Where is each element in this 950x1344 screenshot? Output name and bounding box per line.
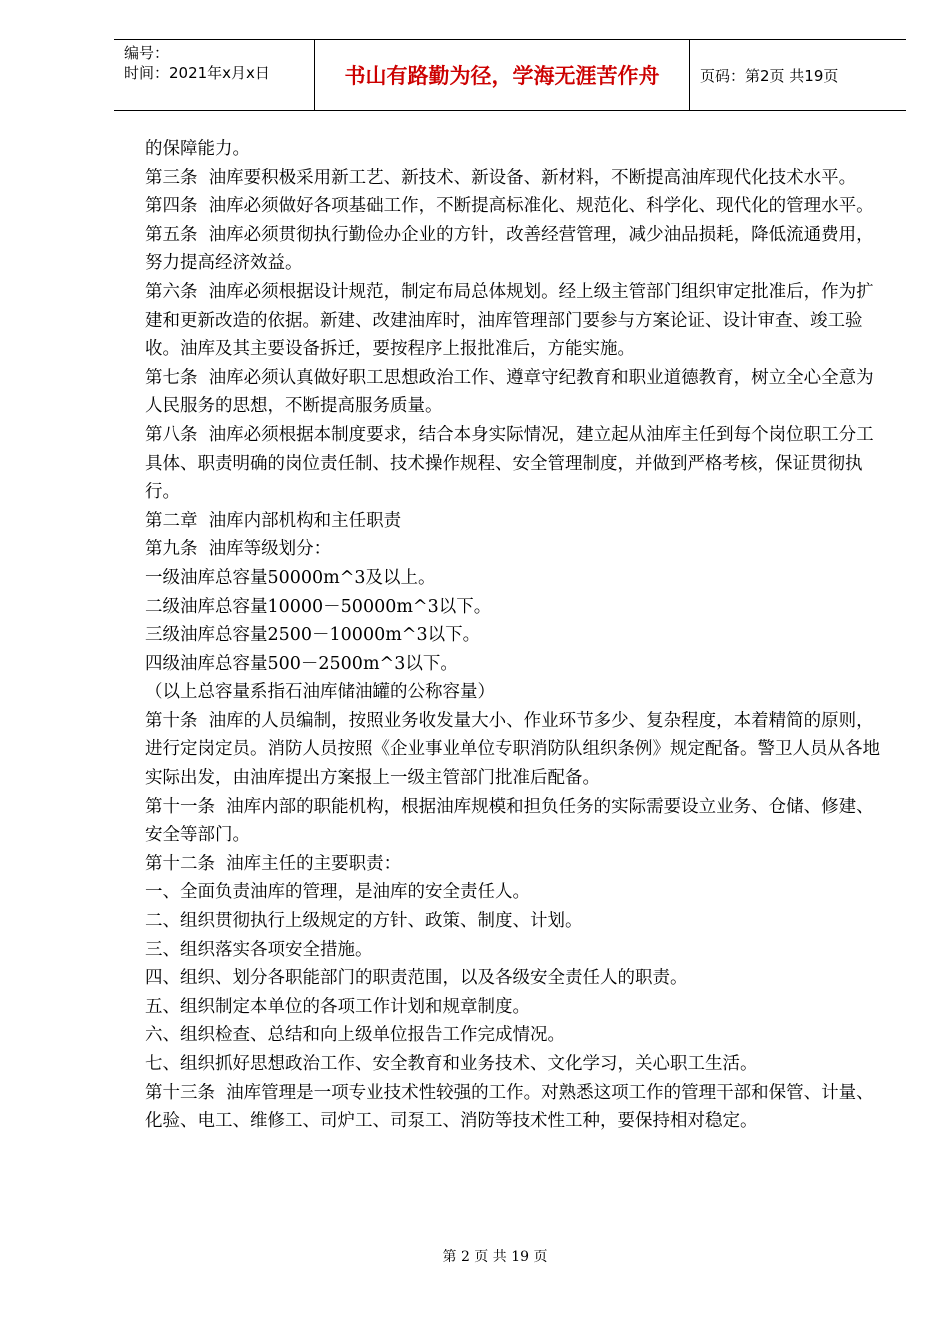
- list-item: 二、组织贯彻执行上级规定的方针、政策、制度、计划。: [145, 911, 583, 932]
- list-item: 二级油库总容量10000－50000m^3以下。: [145, 596, 492, 617]
- note: （以上总容量系指石油库储油罐的公称容量）: [145, 682, 495, 703]
- page-footer: 第 2 页 共 19 页: [442, 1249, 548, 1265]
- chapter-heading: 第二章 油库内部机构和主任职责: [145, 510, 402, 531]
- document-body: [145, 135, 890, 1136]
- paragraph: 第九条 油库等级划分：: [145, 539, 332, 560]
- list-item: 五、组织制定本单位的各项工作计划和规章制度。: [145, 996, 530, 1017]
- page-header: [114, 39, 906, 111]
- list-item: 一、全面负责油库的管理，是油库的安全责任人。: [145, 882, 530, 903]
- paragraph: 的保障能力。: [145, 139, 250, 159]
- paragraph: 第十二条 油库主任的主要职责：: [145, 853, 402, 874]
- time-label: 时间：2021年x月x日: [124, 64, 270, 82]
- paragraph: 第三条 油库要积极采用新工艺、新技术、新设备、新材料，不断提高油库现代化技术水平。: [145, 167, 857, 188]
- list-item: 四、组织、划分各职能部门的职责范围，以及各级安全责任人的职责。: [145, 968, 688, 989]
- list-item: 三、组织落实各项安全措施。: [145, 939, 373, 960]
- list-item: 六、组织检查、总结和向上级单位报告工作完成情况。: [145, 1025, 565, 1046]
- list-item: 七、组织抓好思想政治工作、安全教育和业务技术、文化学习，关心职工生活。: [145, 1054, 758, 1074]
- paragraph: 第八条 油库必须根据本制度要求，结合本身实际情况，建立起从油库主任到每个岗位职工分工具体、职责明确的岗位责任制、技术操作规程、安全管理制度，并做到严格考核，保证贯彻执行。: [145, 424, 874, 503]
- paragraph: 第十一条 油库内部的职能机构，根据油库规模和担负任务的实际需要设立业务、仓储、修建、安全等部门。: [145, 796, 874, 846]
- paragraph: 第五条 油库必须贯彻执行勤俭办企业的方针，改善经营管理，减少油品损耗，降低流通费用，努力提高经济效益。: [145, 224, 874, 274]
- list-item: 四级油库总容量500－2500m^3以下。: [145, 653, 458, 674]
- number-label: 编号：: [124, 44, 170, 62]
- motto-banner: 书山有路勤为径，学海无涯苦作舟: [315, 40, 690, 110]
- paragraph: 第四条 油库必须做好各项基础工作，不断提高标准化、规范化、科学化、现代化的管理水平。: [145, 196, 874, 217]
- page-info: 页码：第2页 共19页: [700, 66, 839, 85]
- paragraph: 第十条 油库的人员编制，按照业务收发量大小、作业环节多少、复杂程度，本着精简的原则，进行定岗定员。消防人员按照《企业事业单位专职消防队组织条例》规定配备。警卫人员从各地实际出发，由油库提出方案报上一级主管部门批准后配备。: [145, 710, 880, 789]
- paragraph: 第七条 油库必须认真做好职工思想政治工作、遵章守纪教育和职业道德教育，树立全心全意为人民服务的思想，不断提高服务质量。: [145, 367, 874, 417]
- list-item: 一级油库总容量50000m^3及以上。: [145, 567, 436, 588]
- paragraph: 第十三条 油库管理是一项专业技术性较强的工作。对熟悉这项工作的管理干部和保管、计量、化验、电工、维修工、司炉工、司泵工、消防等技术性工种，要保持相对稳定。: [145, 1082, 874, 1132]
- header-meta: [114, 40, 315, 110]
- list-item: 三级油库总容量2500－10000m^3以下。: [145, 625, 481, 646]
- paragraph: 第六条 油库必须根据设计规范，制定布局总体规划。经上级主管部门组织审定批准后，作为扩建和更新改造的依据。新建、改建油库时，油库管理部门要参与方案论证、设计审查、竣工验收。油库及其主要设备拆迁，要按程序上报批准后，方能实施。: [145, 281, 874, 360]
